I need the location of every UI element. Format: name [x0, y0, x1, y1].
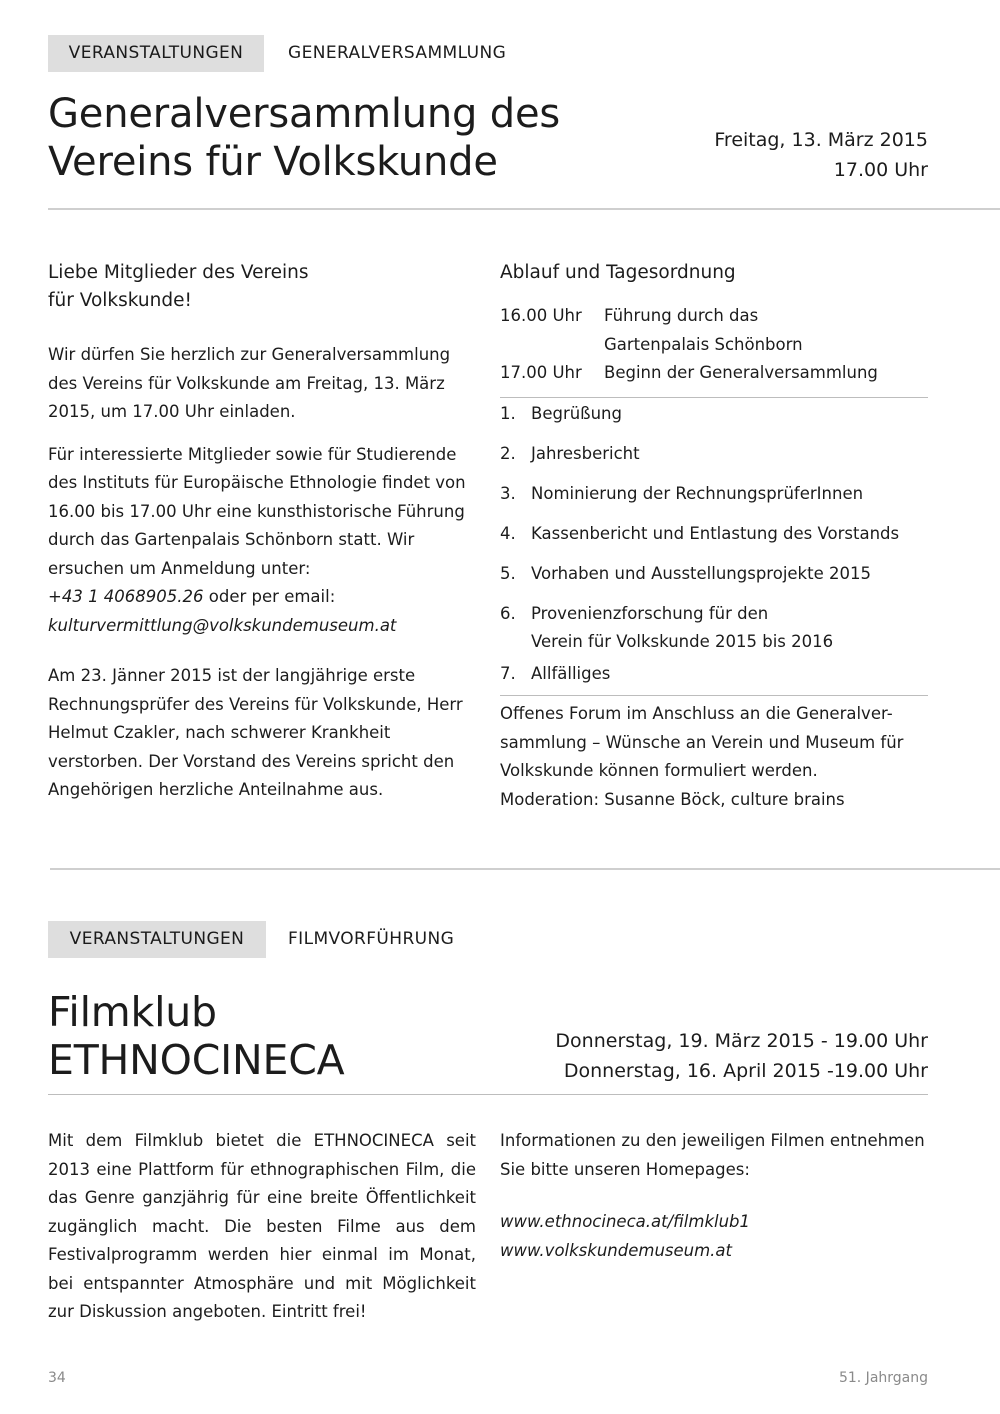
agenda-text: Nominierung der RechnungsprüferInnen [531, 483, 864, 503]
agenda-text: Jahresbericht [531, 443, 640, 463]
obituary-paragraph: Am 23. Jänner 2015 ist der langjährige erste Rechnungsprüfer des Vereins für Volkskunde, Herr Helmut Czakler, nach schwerer Krankheit verstorben. Der Vorstand des Vereins spricht den Angehörigen herzliche Anteilnahme aus. [48, 666, 463, 799]
forum-line: sammlung – Wünsche an Verein und Museum für [500, 732, 904, 752]
section-divider [48, 208, 1000, 210]
agenda-text: Allfälliges [531, 663, 611, 683]
ethnocineca-link[interactable]: www.ethnocineca.at/filmklub1 [500, 1212, 751, 1231]
title-line: Generalversammlung des [48, 91, 561, 137]
forum-divider [500, 695, 928, 696]
agenda-item [500, 660, 928, 689]
agenda-number: 2. [500, 443, 516, 463]
event-date [714, 125, 928, 185]
event-dates [555, 1026, 928, 1086]
tour-text: Für interessierte Mitglieder sowie für Studierende des Instituts für Europäische Ethnologie findet von 16.00 bis 17.00 Uhr eine kunsthistorische Führung durch das Gartenpalais Schönborn statt. Wir ersuchen um Anmeldung unter: [48, 444, 466, 578]
email-link[interactable]: kulturvermittlung@volkskundemuseum.at [48, 615, 397, 635]
schedule-row [500, 302, 878, 359]
invitation-paragraph: Wir dürfen Sie herzlich zur Generalversammlung des Vereins für Volkskunde am Freitag, 13. März 2015, um 17.00 Uhr einladen. [48, 345, 451, 421]
page-number: 34 [48, 1370, 66, 1386]
volume-label: 51. Jahrgang [838, 1370, 928, 1386]
agenda-number: 5. [500, 563, 516, 583]
title-underline [48, 1094, 928, 1095]
agenda-text: Kassenbericht und Entlastung des Vorstands [531, 523, 900, 543]
forum-note [500, 700, 928, 814]
schedule-time: 16.00 Uhr [500, 306, 582, 325]
section-divider [50, 868, 1000, 870]
schedule-desc [604, 359, 878, 388]
forum-line: Offenes Forum im Anschluss an die Generalver- [500, 704, 893, 723]
agenda-item [500, 600, 928, 657]
agenda-divider [500, 397, 928, 398]
agenda-number: 7. [500, 663, 516, 683]
subcategory-label: GENERALVERSAMMLUNG [288, 43, 507, 63]
date-line: Freitag, 13. März 2015 [714, 129, 928, 151]
schedule-desc [604, 302, 878, 359]
agenda-item [500, 440, 928, 469]
schedule-desc-line: Gartenpalais Schönborn [604, 334, 803, 354]
agenda-list [500, 400, 928, 689]
category-tag: VERANSTALTUNGEN [48, 35, 264, 72]
category-tag: VERANSTALTUNGEN [48, 921, 266, 958]
subcategory-label: FILMVORFÜHRUNG [288, 929, 455, 949]
agenda-item [500, 520, 928, 549]
agenda-number: 1. [500, 403, 516, 423]
agenda-text: Provenienzforschung für den [531, 603, 769, 623]
agenda-text: Vorhaben und Ausstellungsprojekte 2015 [531, 563, 871, 583]
agenda-number: 3. [500, 483, 516, 503]
title-line: Filmklub [48, 988, 217, 1036]
agenda-text: Verein für Volkskunde 2015 bis 2016 [531, 632, 834, 651]
schedule-time: 17.00 Uhr [500, 363, 582, 382]
tour-paragraph [48, 441, 478, 641]
article-title [48, 90, 560, 186]
date-line: Donnerstag, 19. März 2015 - 19.00 Uhr [555, 1030, 928, 1052]
forum-line: Volkskunde können formuliert werden. [500, 761, 818, 780]
left-column [48, 259, 478, 805]
info-paragraph: Informationen zu den jeweiligen Filmen entnehmen Sie bitte unseren Homepages: [500, 1131, 925, 1179]
schedule-desc-line: Führung durch das [604, 306, 759, 325]
filmklub-paragraph: Mit dem Filmklub bietet die ETHNOCINECA seit 2013 eine Plattform für ethnographischen Film, die das Genre ganzjährig für eine breite Öffentlichkeit zugänglich macht. Die besten Filme aus dem Festivalprogramm werden hier einmal im Monat, bei entspannter Atmosphäre und mit Möglichkeit zur Diskussion angeboten. Eintritt frei! [48, 1131, 476, 1321]
schedule-table [500, 302, 878, 388]
heading-line: Liebe Mitglieder des Vereins [48, 262, 309, 283]
film-info [500, 1127, 928, 1265]
time-line: 17.00 Uhr [833, 159, 928, 181]
agenda-text: Begrüßung [531, 403, 622, 423]
greeting-heading [48, 259, 478, 315]
agenda-item [500, 480, 928, 509]
moderation-line: Moderation: Susanne Böck, culture brains [500, 789, 845, 809]
agenda-heading: Ablauf und Tagesordnung [500, 262, 736, 283]
schedule-desc-line: Beginn der Generalversammlung [604, 363, 878, 382]
title-line: ETHNOCINECA [48, 1036, 345, 1084]
heading-line: für Volkskunde! [48, 290, 192, 311]
agenda-number: 6. [500, 603, 516, 623]
agenda-item [500, 400, 928, 429]
agenda-item [500, 560, 928, 589]
schedule-row [500, 359, 878, 388]
museum-link[interactable]: www.volkskundemuseum.at [500, 1240, 732, 1260]
right-column [500, 259, 928, 814]
homepage-links [500, 1208, 928, 1265]
email-intro: oder per email: [203, 587, 336, 606]
article-title [48, 988, 345, 1084]
agenda-number: 4. [500, 523, 516, 543]
title-line: Vereins für Volkskunde [48, 139, 498, 185]
phone-number: +43 1 4068905.26 [48, 587, 204, 606]
date-line: Donnerstag, 16. April 2015 -19.00 Uhr [563, 1060, 928, 1082]
